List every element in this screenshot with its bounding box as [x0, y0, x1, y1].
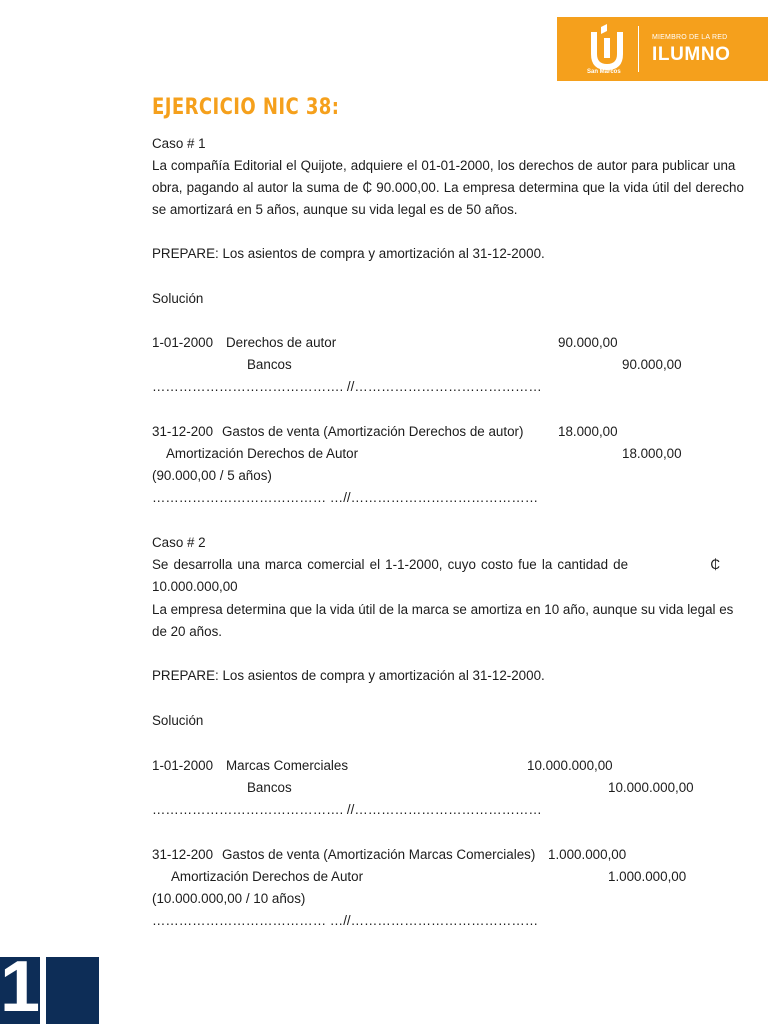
caso1-entry2-credit-amount: 18.000,00 — [622, 446, 682, 461]
network-name: ILUMNO — [652, 44, 731, 65]
caso2-line-4: de 20 años. — [152, 624, 222, 639]
caso1-entry1-credit-account: Bancos — [247, 357, 292, 372]
caso2-entry1-credit-amount: 10.000.000,00 — [608, 780, 694, 795]
page-number-separator — [40, 957, 46, 1024]
caso2-line-1-text: Se desarrolla una marca comercial el 1-1-2000, cuyo costo fue la cantidad de — [152, 557, 629, 572]
caso1-paragraph-line-1 — [152, 158, 736, 174]
caso2-entry1-date: 1-01-2000 — [152, 758, 214, 773]
logo-divider — [638, 26, 639, 72]
caso2-prepare: PREPARE: Los asientos de compra y amortización al 31-12-2000. — [152, 668, 545, 683]
caso2-entry1-debit-account: Marcas Comerciales — [226, 758, 349, 773]
caso1-entry2-credit-account: Amortización Derechos de Autor — [166, 446, 359, 461]
caso2-line-1 — [152, 557, 720, 573]
caso1-entry2-debit-amount: 18.000,00 — [558, 424, 618, 439]
caso1-line-1-text: La compañía Editorial el Quijote, adquiere el 01-01-2000, los derechos de autor para publicar una — [152, 158, 736, 173]
caso2-entry2-debit-account: Gastos de venta (Amortización Marcas Comerciales) — [222, 847, 536, 862]
caso2-entry1-separator: ……………………………………. //…………………………………… — [152, 802, 542, 817]
page-title: EJERCICIO NIC 38: — [152, 95, 340, 120]
logo-mark-text: San Marcos — [587, 69, 621, 75]
san-marcos-u-icon — [585, 24, 629, 74]
caso1-entry2-separator: ………………………………… …//…………………………………… — [152, 490, 539, 505]
caso1-entry1-credit-amount: 90.000,00 — [622, 357, 682, 372]
caso1-entry1-debit-amount: 90.000,00 — [558, 335, 618, 350]
caso1-solution-label: Solución — [152, 291, 204, 306]
caso2-line-2: 10.000.000,00 — [152, 579, 238, 594]
page-number-box — [0, 957, 99, 1024]
caso2-entry2-separator: ………………………………… …//…………………………………… — [152, 913, 539, 928]
network-label: MIEMBRO DE LA RED — [652, 34, 728, 41]
colon-currency-symbol: ₵ — [710, 557, 720, 572]
caso1-entry1-separator: ……………………………………. //…………………………………… — [152, 379, 542, 394]
caso2-entry1-credit-account: Bancos — [247, 780, 292, 795]
caso2-entry1-debit-amount: 10.000.000,00 — [527, 758, 613, 773]
caso1-paragraph-line-3: se amortizará en 5 años, aunque su vida legal es de 50 años. — [152, 202, 518, 217]
page-number: 1 — [0, 957, 40, 1024]
caso1-line-2-text: obra, pagando al autor la suma de ₵ 90.000,00. La empresa determina que la vida útil del derecho — [152, 180, 744, 195]
caso1-entry2-date: 31-12-200 — [152, 424, 214, 439]
caso2-line-3: La empresa determina que la vida útil de la marca se amortiza en 10 año, aunque su vida legal es — [152, 602, 734, 617]
caso1-heading: Caso # 1 — [152, 136, 206, 151]
caso1-entry2-note: (90.000,00 / 5 años) — [152, 468, 272, 483]
caso2-entry2-date: 31-12-200 — [152, 847, 214, 862]
caso2-solution-label: Solución — [152, 713, 204, 728]
page-number-clip — [0, 957, 40, 1024]
caso1-paragraph-line-2 — [152, 180, 744, 196]
caso2-entry2-debit-amount: 1.000.000,00 — [548, 847, 627, 862]
caso2-entry2-note: (10.000.000,00 / 10 años) — [152, 891, 306, 906]
caso1-entry2-debit-account: Gastos de venta (Amortización Derechos de autor) — [222, 424, 524, 439]
caso1-prepare: PREPARE: Los asientos de compra y amortización al 31-12-2000. — [152, 246, 545, 261]
caso2-heading: Caso # 2 — [152, 535, 206, 550]
ilumno-logo — [557, 17, 768, 81]
caso2-entry2-credit-account: Amortización Derechos de Autor — [171, 869, 364, 884]
caso1-entry1-date: 1-01-2000 — [152, 335, 214, 350]
caso1-entry1-debit-account: Derechos de autor — [226, 335, 337, 350]
caso2-entry2-credit-amount: 1.000.000,00 — [608, 869, 687, 884]
